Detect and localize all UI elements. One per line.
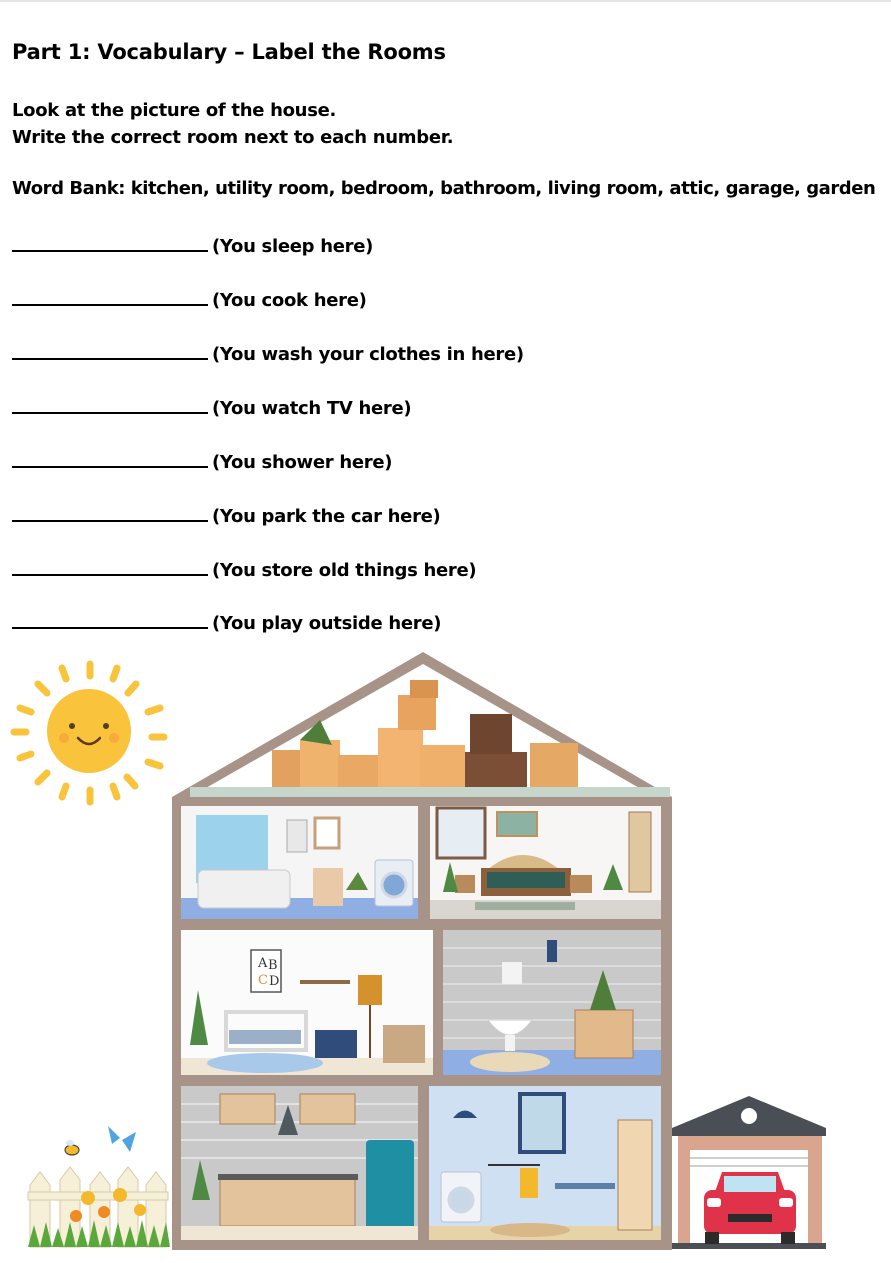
question-6-hint: (You park the car here): [212, 506, 441, 527]
question-3-hint: (You wash your clothes in here): [212, 344, 524, 365]
butterfly-icon: [108, 1126, 136, 1152]
top-divider: [0, 0, 891, 2]
question-1: [12, 232, 373, 257]
nursery-poster-d: D: [269, 974, 280, 989]
nursery-poster-c: C: [258, 973, 268, 988]
answer-blank-2[interactable]: [12, 286, 208, 306]
question-7: [12, 556, 476, 581]
toilet-room: [443, 930, 661, 1075]
bee-icon: [65, 1140, 79, 1155]
garden: [28, 1167, 170, 1247]
question-4: [12, 394, 411, 419]
answer-blank-8[interactable]: [12, 609, 208, 629]
instruction-line-1: Look at the picture of the house.: [12, 100, 337, 121]
nursery-poster-a: A: [258, 956, 268, 971]
utility-room: [429, 1086, 661, 1240]
question-7-hint: (You store old things here): [212, 560, 477, 581]
question-5: [12, 448, 392, 473]
answer-blank-6[interactable]: [12, 502, 208, 522]
nursery-poster-b: B: [268, 958, 278, 973]
word-bank: Word Bank: kitchen, utility room, bedroom, bathroom, living room, attic, garage, garden: [12, 178, 876, 199]
question-2: [12, 286, 367, 311]
question-8: [12, 609, 441, 634]
answer-blank-3[interactable]: [12, 340, 208, 360]
question-3: [12, 340, 524, 365]
instructions: [12, 97, 453, 151]
page-title: Part 1: Vocabulary – Label the Rooms: [12, 40, 446, 64]
question-6: [12, 502, 441, 527]
answer-blank-7[interactable]: [12, 556, 208, 576]
question-1-hint: (You sleep here): [212, 236, 374, 257]
sun-icon: [14, 664, 164, 802]
kitchen-room: [181, 1086, 418, 1240]
question-4-hint: (You watch TV here): [212, 398, 412, 419]
question-8-hint: (You play outside here): [212, 613, 442, 634]
question-2-hint: (You cook here): [212, 290, 367, 311]
question-5-hint: (You shower here): [212, 452, 393, 473]
bathroom-room: [181, 806, 418, 919]
bedroom-room: [430, 806, 661, 919]
house-illustration: [0, 648, 891, 1263]
instruction-line-2: Write the correct room next to each number.: [12, 127, 454, 148]
nursery-room: [181, 930, 433, 1075]
answer-blank-5[interactable]: [12, 448, 208, 468]
answer-blank-4[interactable]: [12, 394, 208, 414]
answer-blank-1[interactable]: [12, 232, 208, 252]
